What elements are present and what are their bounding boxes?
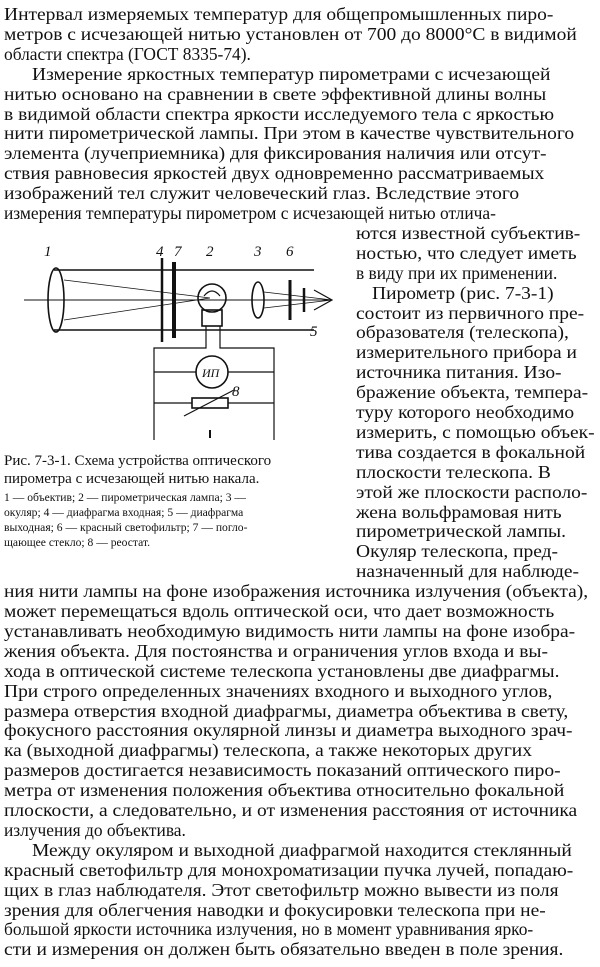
- figure-caption-1: Рис. 7-3-1. Схема устройства оптического: [4, 453, 272, 469]
- text-line: метров с исчезающей нитью установлен от 700 до 8000°С в видимой: [4, 23, 577, 44]
- text-line: туру которого необходимо: [356, 402, 575, 422]
- label-7: 7: [174, 244, 182, 260]
- text-line: ка (выходной диафрагмы) телескопа, а также некоторых других: [4, 740, 532, 761]
- lamp-filament: [204, 291, 220, 296]
- text-line: большой яркости источника излучения, но в момент уравнивания ярко-: [4, 919, 534, 940]
- text-line: изображений тел служит человеческий глаз. Вследствие этого: [4, 183, 520, 204]
- text-line: нити пирометрической лампы. При этом в качестве чувствительного: [4, 123, 575, 144]
- text-line: плоскости телескопа. В: [356, 461, 551, 482]
- label-3: 3: [254, 244, 262, 260]
- label-1: 1: [44, 244, 52, 260]
- text-line: щих в глаз наблюдателя. Этот светофильтр можно вывести из поля: [4, 879, 559, 900]
- text-line: фокусного расстояния окулярной линзы и диаметра выходного зрач-: [4, 720, 573, 741]
- text-line: ствия равновесия яркостей двух одновременно рассматриваемых: [4, 163, 545, 184]
- text-line: состоит из первичного пре-: [356, 302, 585, 323]
- circuit-wires: [154, 326, 274, 440]
- text-line: измерить, с помощью объек-: [356, 421, 595, 442]
- text-line: этой же плоскости располо-: [356, 481, 588, 502]
- text-line: пирометрической лампы.: [356, 521, 566, 542]
- text-line: размеров достигается независимость показаний оптического пиро-: [4, 760, 561, 781]
- label-6: 6: [286, 244, 294, 260]
- text-line: источника питания. Изо-: [356, 362, 562, 383]
- figure-caption-2: пирометра с исчезающей нитью накала.: [4, 471, 260, 487]
- text-line: метра от изменения положения объектива относительно фокальной: [4, 780, 565, 801]
- figure-legend-1: 1 — объектив; 2 — пирометрическая лампа; 3 —: [4, 491, 247, 504]
- figure-legend-4: щающее стекло; 8 — реостат.: [4, 536, 151, 549]
- figure-legend-2: окуляр; 4 — диафрагма входная; 5 — диафрагма: [4, 506, 244, 519]
- text-line: жения объекта. Для постоянства и ограничения углов входа и вы-: [4, 640, 548, 661]
- text-line: Измерение яркостных температур пирометрами с исчезающей: [32, 63, 551, 84]
- text-line: измерения температуры пирометром с исчезающей нитью отличa-: [4, 203, 496, 223]
- text-line: элемента (лучеприемника) для фиксирования наличия или отсут-: [4, 143, 547, 164]
- text-line: размера отверстия входной диафрагмы, диаметра объектива в свету,: [4, 700, 569, 721]
- text-line: сти и измерения он должен быть обязательно введен в поле зрения.: [4, 939, 564, 960]
- meter-label: ИП: [202, 366, 220, 380]
- text-line: хода в оптической системе телескопа установлены две диафрагмы.: [4, 660, 560, 681]
- text-line: измерительного прибора и: [356, 342, 577, 363]
- text-line: ния нити лампы на фоне изображения источника излучения (объекта),: [4, 581, 589, 602]
- text-line: устанавливать необходимую видимость нити лампы на фоне изобра-: [4, 620, 576, 641]
- text-line: области спектра (ГОСТ 8335-74).: [4, 43, 251, 64]
- text-line: в видимой области спектра яркости исследуемого тела с яркостью: [4, 103, 555, 124]
- text-line: Окуляр телескопа, пред-: [356, 541, 559, 562]
- label-4: 4: [156, 244, 164, 260]
- text-line: бражение объекта, темпера-: [356, 382, 589, 403]
- figure-legend-3: выходная; 6 — красный светофильтр; 7 — погло-: [4, 521, 248, 534]
- pyrometric-lamp: [198, 284, 226, 312]
- text-line: излучения до объектива.: [4, 819, 186, 840]
- text-line: образователя (телескопа),: [356, 322, 569, 343]
- label-5: 5: [310, 324, 318, 340]
- text-line: Пирометр (рис. 7-3-1): [372, 282, 554, 303]
- text-line: назначенный для наблюде-: [356, 561, 580, 582]
- text-line: в виду при их применении.: [356, 262, 558, 283]
- label-2: 2: [206, 244, 214, 260]
- text-line: плоскости, а следовательно, и от изменения расстояния от источника: [4, 800, 578, 820]
- label-8: 8: [232, 384, 240, 400]
- text-line: Между окуляром и выходной диафрагмой находится стеклянный: [32, 839, 572, 860]
- pyrometer-diagram: [14, 240, 344, 440]
- text-line: нитью основано на сравнении в свете эффективной длины волны: [4, 83, 547, 104]
- text-line: может перемещаться вдоль оптической оси, что дает возможность: [4, 601, 555, 621]
- text-line: зрения для облегчения наводки и фокусировки телескопа при не-: [4, 899, 546, 920]
- text-line: При строго определенных значениях входного и выходного углов,: [4, 680, 553, 701]
- text-line: ются известной субъектив-: [356, 222, 581, 243]
- text-line: красный светофильтр для монохроматизации пучка лучей, попадаю-: [4, 859, 574, 880]
- text-line: ностью, что следует иметь: [356, 242, 577, 263]
- text-line: Интервал измеряемых температур для общепромышленных пиро-: [4, 4, 554, 24]
- text-line: жена вольфрамовая нить: [356, 501, 562, 522]
- text-line: тива создается в фокальной: [356, 441, 586, 462]
